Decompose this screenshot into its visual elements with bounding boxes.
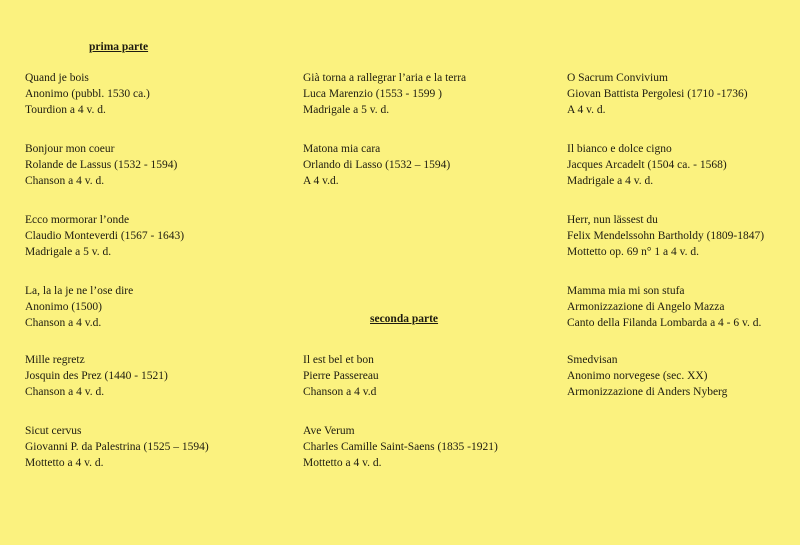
program-entry [25, 141, 177, 189]
piece-form: Canto della Filanda Lombarda a 4 - 6 v. d. [567, 317, 762, 329]
piece-title: Herr, nun lässest du [567, 214, 658, 226]
piece-title: Quand je bois [25, 72, 89, 84]
program-entry [567, 141, 727, 189]
piece-composer: Anonimo (1500) [25, 301, 102, 313]
piece-title: Sicut cervus [25, 425, 82, 437]
piece-form: Madrigale a 4 v. d. [567, 175, 654, 187]
piece-title: Il bianco e dolce cigno [567, 143, 672, 155]
program-entry [567, 283, 761, 331]
heading-seconda-parte: seconda parte [370, 313, 439, 325]
piece-title: Matona mia cara [303, 143, 381, 155]
program-entry [303, 70, 466, 118]
piece-composer: Felix Mendelssohn Bartholdy (1809-1847) [567, 230, 765, 242]
piece-form: Mottetto a 4 v. d. [303, 457, 382, 469]
piece-title: Il est bel et bon [303, 354, 374, 366]
piece-composer: Orlando di Lasso (1532 – 1594) [303, 159, 451, 171]
piece-title: Ecco mormorar l’onde [25, 214, 130, 226]
piece-composer: Claudio Monteverdi (1567 - 1643) [25, 230, 185, 242]
piece-composer: Pierre Passereau [303, 370, 379, 382]
program-entry [303, 141, 450, 189]
piece-composer: Anonimo (pubbl. 1530 ca.) [25, 88, 150, 100]
program-entry [303, 423, 498, 471]
program-entry [567, 70, 748, 118]
program-entry [567, 212, 764, 260]
program-entry [25, 70, 150, 118]
piece-title: Già torna a rallegrar l’aria e la terra [303, 72, 467, 84]
piece-title: La, la la je ne l’ose dire [25, 285, 134, 297]
program-entry [25, 212, 184, 260]
piece-form: Chanson a 4 v.d [303, 386, 377, 398]
program-entry [567, 352, 727, 400]
piece-form: A 4 v. d. [567, 104, 606, 116]
piece-composer: Giovan Battista Pergolesi (1710 -1736) [567, 88, 748, 100]
piece-composer: Giovanni P. da Palestrina (1525 – 1594) [25, 441, 209, 453]
piece-title: O Sacrum Convivium [567, 72, 668, 84]
piece-title: Mamma mia mi son stufa [567, 285, 685, 297]
piece-form: Armonizzazione di Anders Nyberg [567, 386, 728, 398]
program-entry [303, 352, 379, 400]
piece-composer: Jacques Arcadelt (1504 ca. - 1568) [567, 159, 727, 171]
piece-composer: Rolande de Lassus (1532 - 1594) [25, 159, 178, 171]
piece-title: Bonjour mon coeur [25, 143, 115, 155]
piece-form: Chanson a 4 v. d. [25, 386, 105, 398]
program-entry [25, 283, 133, 331]
piece-composer: Charles Camille Saint-Saens (1835 -1921) [303, 441, 498, 453]
piece-title: Ave Verum [303, 425, 355, 437]
piece-form: Madrigale a 5 v. d. [303, 104, 390, 116]
piece-form: Tourdion a 4 v. d. [25, 104, 106, 116]
program-entry [25, 352, 168, 400]
piece-form: A 4 v.d. [303, 175, 339, 187]
piece-form: Madrigale a 5 v. d. [25, 246, 112, 258]
piece-composer: Josquin des Prez (1440 - 1521) [25, 370, 168, 382]
piece-form: Chanson a 4 v.d. [25, 317, 102, 329]
piece-form: Mottetto a 4 v. d. [25, 457, 104, 469]
heading-prima-parte: prima parte [89, 41, 149, 53]
piece-composer: Anonimo norvegese (sec. XX) [567, 370, 708, 382]
piece-title: Mille regretz [25, 354, 85, 366]
piece-composer: Luca Marenzio (1553 - 1599 ) [303, 88, 442, 100]
piece-form: Chanson a 4 v. d. [25, 175, 105, 187]
piece-title: Smedvisan [567, 354, 618, 366]
piece-composer: Armonizzazione di Angelo Mazza [567, 301, 725, 313]
piece-form: Mottetto op. 69 n° 1 a 4 v. d. [567, 246, 699, 258]
program-entry [25, 423, 209, 471]
